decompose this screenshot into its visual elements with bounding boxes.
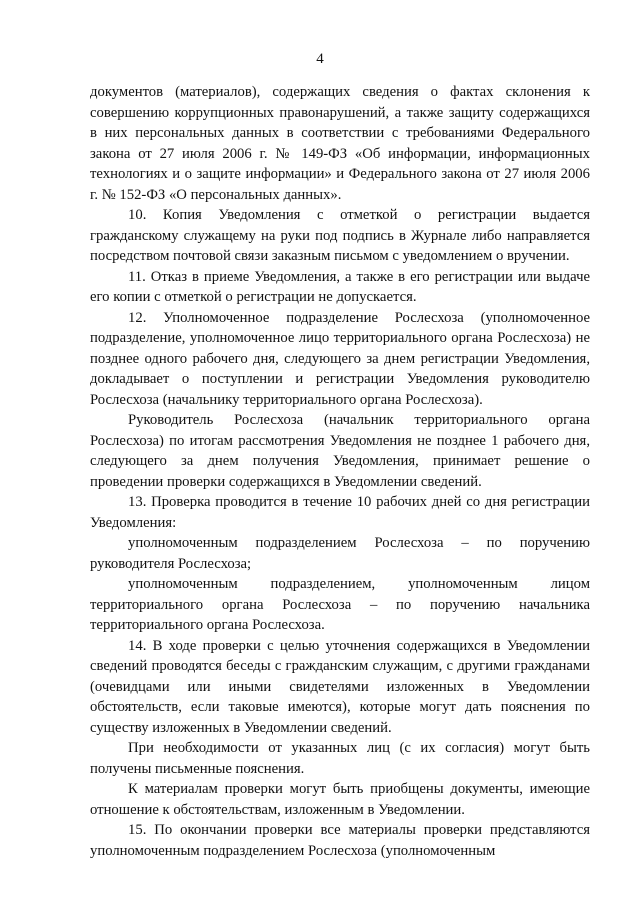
paragraph-list-entry-2: уполномоченным подразделением, уполномоченным лицом территориального органа Рослесхоза – по поручению начальника территориального органа Рослесхоза.	[90, 576, 590, 633]
paragraph-item-15: 15. По окончании проверки все материалы проверки представляются уполномоченным подразделением Рослесхоза (уполномоченным	[90, 822, 590, 859]
paragraph-item-10: 10. Копия Уведомления с отметкой о регистрации выдается гражданскому служащему на руки под подпись в Журнале либо направляется посредством почтовой связи заказным письмом с уведомлением о вручении.	[90, 207, 590, 264]
paragraph-item-12: 12. Уполномоченное подразделение Рослесхоза (уполномоченное подразделение, уполномоченное лицо территориального органа Рослесхоза) не позднее одного рабочего дня, следующего за днем регистрации Уведомления, докладывает о поступлении и регистрации Уведомления руководителю Рослесхоза (начальнику территориального органа Рослесхоза).	[90, 309, 590, 408]
document-body	[90, 82, 590, 861]
paragraph-list-entry-1: уполномоченным подразделением Рослесхоза – по поручению руководителя Рослесхоза;	[90, 535, 590, 572]
paragraph-item-14: 14. В ходе проверки с целью уточнения содержащихся в Уведомлении сведений проводятся беседы с гражданским служащим, с другими гражданами (очевидцами или иными свидетелями изложенных в Уведомлении обстоятельств, если таковые имеются), которые могут дать пояснения по существу изложенных в Уведомлении сведений.	[90, 637, 590, 736]
paragraph-head-decision: Руководитель Рослесхоза (начальник территориального органа Рослесхоза) по итогам рассмотрения Уведомления не позднее 1 рабочего дня, следующего за днем получения Уведомления, принимает решение о проведении проверки содержащихся в Уведомлении сведений.	[90, 412, 590, 490]
paragraph-written-explanations: При необходимости от указанных лиц (с их согласия) могут быть получены письменные пояснения.	[90, 740, 590, 777]
paragraph-continuation: документов (материалов), содержащих сведения о фактах склонения к совершению коррупционных правонарушений, а также защиту содержащихся в них персональных данных в соответствии с требованиями Федерального закона от 27 июля 2006 г. № 149-ФЗ «Об информации, информационных технологиях и о защите информации» и Федерального закона от 27 июля 2006 г. № 152-ФЗ «О персональных данных».	[90, 84, 590, 203]
paragraph-item-11: 11. Отказ в приеме Уведомления, а также в его регистрации или выдаче его копии с отметкой о регистрации не допускается.	[90, 268, 590, 305]
page-number: 4	[316, 51, 324, 67]
paragraph-attached-documents: К материалам проверки могут быть приобщены документы, имеющие отношение к обстоятельствам, изложенным в Уведомлении.	[90, 781, 590, 818]
paragraph-item-13: 13. Проверка проводится в течение 10 рабочих дней со дня регистрации Уведомления:	[90, 494, 590, 531]
